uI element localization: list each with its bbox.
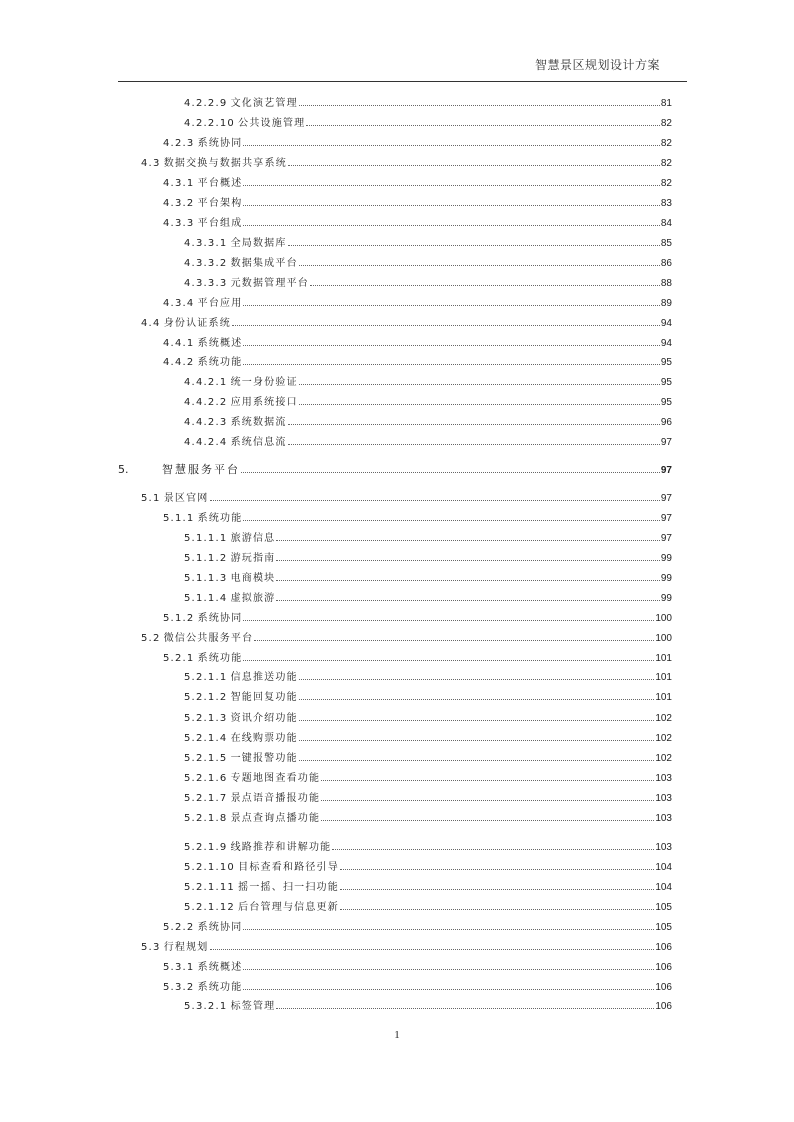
toc-title: 系统功能 <box>197 982 243 993</box>
toc-leader <box>299 395 660 405</box>
toc-leader <box>243 216 659 226</box>
toc-number: 5.2.1.11 <box>184 882 235 893</box>
toc-entry[interactable] <box>163 355 672 370</box>
toc-entry[interactable] <box>141 940 672 955</box>
toc-entry[interactable] <box>163 920 672 935</box>
toc-number: 5.1.1.1 <box>184 533 228 544</box>
toc-title: 游玩指南 <box>230 553 276 564</box>
toc-title: 系统协同 <box>197 138 243 149</box>
toc-entry[interactable] <box>163 511 672 526</box>
toc-number: 5.2.1.8 <box>184 813 228 824</box>
toc-title: 元数据管理平台 <box>230 278 309 289</box>
toc-number: 5.1.1.2 <box>184 553 228 564</box>
toc-leader <box>288 415 660 425</box>
toc-title: 智慧服务平台 <box>162 463 240 476</box>
toc-page-number: 83 <box>660 198 672 209</box>
toc-title: 景点语音播报功能 <box>230 793 321 804</box>
toc-title: 系统信息流 <box>230 437 287 448</box>
toc-leader <box>306 116 660 126</box>
toc-entry[interactable] <box>184 999 672 1014</box>
toc-leader <box>299 670 655 680</box>
toc-number: 4.4.2.4 <box>184 437 228 448</box>
toc-number: 4.2.2.10 <box>184 118 235 129</box>
toc-page-number: 103 <box>655 842 672 853</box>
toc-title: 系统数据流 <box>230 417 287 428</box>
toc-title: 系统概述 <box>197 338 243 349</box>
toc-leader <box>299 96 660 106</box>
toc-entry[interactable] <box>184 670 672 685</box>
toc-number: 4.3.3.2 <box>184 258 228 269</box>
toc-entry[interactable] <box>184 531 672 546</box>
toc-entry[interactable] <box>184 435 672 450</box>
toc-leader <box>288 156 660 166</box>
toc-page-number: 103 <box>655 793 672 804</box>
toc-number: 5.1 <box>141 493 161 504</box>
toc-page-number: 95 <box>660 377 672 388</box>
toc-entry[interactable] <box>141 316 672 331</box>
toc-number: 5.2.1.1 <box>184 672 228 683</box>
toc-leader <box>276 591 659 601</box>
toc-number: 4.3.3.1 <box>184 238 228 249</box>
toc-page-number: 101 <box>655 653 672 664</box>
toc-number: 5.1.1.4 <box>184 593 228 604</box>
toc-number: 4.4.2 <box>163 357 195 368</box>
toc-leader <box>288 435 660 445</box>
toc-entry[interactable] <box>184 840 672 855</box>
toc-entry[interactable] <box>184 116 672 131</box>
toc-title: 身份认证系统 <box>163 318 231 329</box>
toc-entry[interactable] <box>184 690 672 705</box>
toc-page-number: 95 <box>660 357 672 368</box>
toc-title: 公共设施管理 <box>238 118 306 129</box>
toc-number: 5.2.1 <box>163 653 195 664</box>
toc-title: 系统协同 <box>197 922 243 933</box>
toc-page-number: 96 <box>660 417 672 428</box>
toc-leader <box>243 960 654 970</box>
toc-title: 资讯介绍功能 <box>230 713 298 724</box>
toc-title: 系统概述 <box>197 962 243 973</box>
toc-leader <box>276 571 659 581</box>
toc-title: 电商模块 <box>230 573 276 584</box>
toc-leader <box>299 711 655 721</box>
toc-entry[interactable] <box>184 395 672 410</box>
toc-entry[interactable] <box>184 256 672 271</box>
toc-page-number: 103 <box>655 773 672 784</box>
toc-page-number: 102 <box>655 713 672 724</box>
toc-number: 5. <box>118 463 129 476</box>
toc-page-number: 85 <box>660 238 672 249</box>
toc-leader <box>332 840 654 850</box>
toc-page-number: 99 <box>660 573 672 584</box>
toc-leader <box>321 771 654 781</box>
toc-title: 系统功能 <box>197 513 243 524</box>
toc-number: 4.4.2.2 <box>184 397 228 408</box>
toc-leader <box>243 336 659 346</box>
toc-number: 4.4.1 <box>163 338 195 349</box>
toc-entry[interactable] <box>184 571 672 586</box>
toc-chapter-entry[interactable] <box>118 463 672 478</box>
toc-leader <box>288 236 660 246</box>
toc-leader <box>276 999 654 1009</box>
toc-entry[interactable] <box>184 791 672 806</box>
toc-page-number: 97 <box>660 513 672 524</box>
toc-page-number: 88 <box>660 278 672 289</box>
toc-number: 5.2.1.2 <box>184 692 228 703</box>
document-header-title: 智慧景区规划设计方案 <box>534 58 660 72</box>
toc-number: 5.1.2 <box>163 613 195 624</box>
toc-title: 信息推送功能 <box>230 672 298 683</box>
toc-title: 全局数据库 <box>230 238 287 249</box>
toc-title: 行程规划 <box>163 942 209 953</box>
toc-leader <box>299 375 660 385</box>
toc-page-number: 106 <box>655 962 672 973</box>
toc-leader <box>243 176 659 186</box>
toc-title: 系统功能 <box>197 653 243 664</box>
toc-leader <box>243 296 659 306</box>
toc-page-number: 84 <box>660 218 672 229</box>
toc-entry[interactable] <box>163 336 672 351</box>
toc-number: 5.2.1.12 <box>184 902 235 913</box>
toc-entry[interactable] <box>184 711 672 726</box>
toc-entry[interactable] <box>184 900 672 915</box>
toc-entry[interactable] <box>163 176 672 191</box>
toc-leader <box>340 860 654 870</box>
toc-page-number: 100 <box>655 633 672 644</box>
toc-number: 5.3.2 <box>163 982 195 993</box>
toc-number: 5.3.2.1 <box>184 1001 228 1012</box>
toc-title: 统一身份验证 <box>230 377 298 388</box>
toc-leader <box>299 690 655 700</box>
toc-number: 5.2.1.9 <box>184 842 228 853</box>
toc-page-number: 100 <box>655 613 672 624</box>
toc-title: 虚拟旅游 <box>230 593 276 604</box>
toc-title: 标签管理 <box>230 1001 276 1012</box>
toc-number: 5.2 <box>141 633 161 644</box>
toc-leader <box>243 611 654 621</box>
toc-entry[interactable] <box>184 771 672 786</box>
toc-entry[interactable] <box>163 216 672 231</box>
toc-title: 平台架构 <box>197 198 243 209</box>
toc-leader <box>241 463 660 473</box>
toc-leader <box>321 791 654 801</box>
toc-title: 系统功能 <box>197 357 243 368</box>
toc-number: 4.4 <box>141 318 161 329</box>
toc-number: 5.2.1.5 <box>184 753 228 764</box>
toc-title: 摇一摇、扫一扫功能 <box>238 882 339 893</box>
toc-leader <box>232 316 660 326</box>
toc-entry[interactable] <box>141 156 672 171</box>
toc-leader <box>299 731 655 741</box>
toc-page-number: 102 <box>655 733 672 744</box>
toc-number: 4.4.2.3 <box>184 417 228 428</box>
toc-page-number: 97 <box>660 493 672 504</box>
toc-title: 微信公共服务平台 <box>163 633 254 644</box>
toc-page-number: 97 <box>660 533 672 544</box>
toc-entry[interactable] <box>184 591 672 606</box>
toc-number: 5.1.1 <box>163 513 195 524</box>
toc-entry[interactable] <box>141 631 672 646</box>
toc-title: 旅游信息 <box>230 533 276 544</box>
toc-leader <box>276 551 659 561</box>
toc-page-number: 104 <box>655 862 672 873</box>
toc-page-number: 81 <box>660 98 672 109</box>
toc-page-number: 101 <box>655 692 672 703</box>
toc-leader <box>210 940 655 950</box>
toc-title: 文化演艺管理 <box>230 98 298 109</box>
toc-title: 数据交换与数据共享系统 <box>163 158 287 169</box>
toc-entry[interactable] <box>163 196 672 211</box>
toc-entry[interactable] <box>184 276 672 291</box>
toc-page-number: 82 <box>660 178 672 189</box>
toc-page-number: 95 <box>660 397 672 408</box>
toc-entry[interactable] <box>163 960 672 975</box>
toc-entry[interactable] <box>163 136 672 151</box>
toc-number: 5.3.1 <box>163 962 195 973</box>
toc-number: 5.1.1.3 <box>184 573 228 584</box>
toc-title: 数据集成平台 <box>230 258 298 269</box>
toc-number: 4.3.1 <box>163 178 195 189</box>
toc-page-number: 101 <box>655 672 672 683</box>
toc-number: 4.3 <box>141 158 161 169</box>
toc-number: 5.2.2 <box>163 922 195 933</box>
toc-number: 5.2.1.3 <box>184 713 228 724</box>
toc-page-number: 94 <box>660 318 672 329</box>
toc-leader <box>243 980 654 990</box>
toc-leader <box>254 631 654 641</box>
toc-entry[interactable] <box>184 880 672 895</box>
toc-leader <box>243 920 654 930</box>
toc-page-number: 105 <box>655 922 672 933</box>
page-number: 1 <box>394 1029 400 1041</box>
toc-leader <box>321 811 654 821</box>
toc-number: 4.2.3 <box>163 138 195 149</box>
toc-number: 5.2.1.4 <box>184 733 228 744</box>
toc-leader <box>340 880 654 890</box>
toc-title: 智能回复功能 <box>230 692 298 703</box>
toc-leader <box>276 531 659 541</box>
toc-entry[interactable] <box>184 731 672 746</box>
toc-title: 景点查询点播功能 <box>230 813 321 824</box>
toc-title: 平台应用 <box>197 298 243 309</box>
toc-entry[interactable] <box>184 375 672 390</box>
toc-title: 专题地图查看功能 <box>230 773 321 784</box>
toc-page-number: 99 <box>660 593 672 604</box>
toc-number: 5.2.1.10 <box>184 862 235 873</box>
toc-title: 平台组成 <box>197 218 243 229</box>
toc-entry[interactable] <box>184 751 672 766</box>
toc-entry[interactable] <box>184 811 672 826</box>
toc-page-number: 82 <box>660 138 672 149</box>
toc-number: 5.2.1.7 <box>184 793 228 804</box>
toc-entry[interactable] <box>184 96 672 111</box>
toc-leader <box>243 511 659 521</box>
toc-entry[interactable] <box>184 860 672 875</box>
toc-entry[interactable] <box>163 611 672 626</box>
toc-leader <box>299 751 655 761</box>
toc-entry[interactable] <box>163 651 672 666</box>
toc-number: 4.4.2.1 <box>184 377 228 388</box>
toc-page-number: 104 <box>655 882 672 893</box>
toc-number: 5.2.1.6 <box>184 773 228 784</box>
toc-title: 应用系统接口 <box>230 397 298 408</box>
toc-number: 4.2.2.9 <box>184 98 228 109</box>
toc-title: 平台概述 <box>197 178 243 189</box>
toc-title: 后台管理与信息更新 <box>238 902 339 913</box>
toc-number: 5.3 <box>141 942 161 953</box>
toc-number: 4.3.3.3 <box>184 278 228 289</box>
toc-page-number: 82 <box>660 118 672 129</box>
toc-page-number: 106 <box>655 1001 672 1012</box>
toc-entry[interactable] <box>141 491 672 506</box>
toc-entry[interactable] <box>184 236 672 251</box>
toc-title: 系统协同 <box>197 613 243 624</box>
toc-entry[interactable] <box>163 980 672 995</box>
toc-page-number: 94 <box>660 338 672 349</box>
toc-title: 景区官网 <box>163 493 209 504</box>
toc-page-number: 89 <box>660 298 672 309</box>
toc-page-number: 103 <box>655 813 672 824</box>
toc-leader <box>210 491 660 501</box>
toc-page-number: 97 <box>660 465 672 476</box>
toc-title: 在线购票功能 <box>230 733 298 744</box>
toc-page-number: 99 <box>660 553 672 564</box>
toc-leader <box>243 196 659 206</box>
toc-title: 一键报警功能 <box>230 753 298 764</box>
toc-entry[interactable] <box>184 551 672 566</box>
toc-page-number: 106 <box>655 942 672 953</box>
toc-page-number: 86 <box>660 258 672 269</box>
toc-entry[interactable] <box>163 296 672 311</box>
toc-page-number: 102 <box>655 753 672 764</box>
toc-leader <box>243 136 659 146</box>
toc-leader <box>299 256 660 266</box>
toc-number: 4.3.4 <box>163 298 195 309</box>
toc-page-number: 105 <box>655 902 672 913</box>
toc-number: 4.3.2 <box>163 198 195 209</box>
toc-page-number: 82 <box>660 158 672 169</box>
toc-leader <box>243 651 654 661</box>
toc-leader <box>243 355 659 365</box>
toc-page-number: 106 <box>655 982 672 993</box>
toc-entry[interactable] <box>184 415 672 430</box>
toc-page-number: 97 <box>660 437 672 448</box>
toc-number: 4.3.3 <box>163 218 195 229</box>
toc-leader <box>310 276 660 286</box>
toc-leader <box>340 900 654 910</box>
toc-title: 线路推荐和讲解功能 <box>230 842 332 853</box>
toc-title: 目标查看和路径引导 <box>238 862 339 873</box>
